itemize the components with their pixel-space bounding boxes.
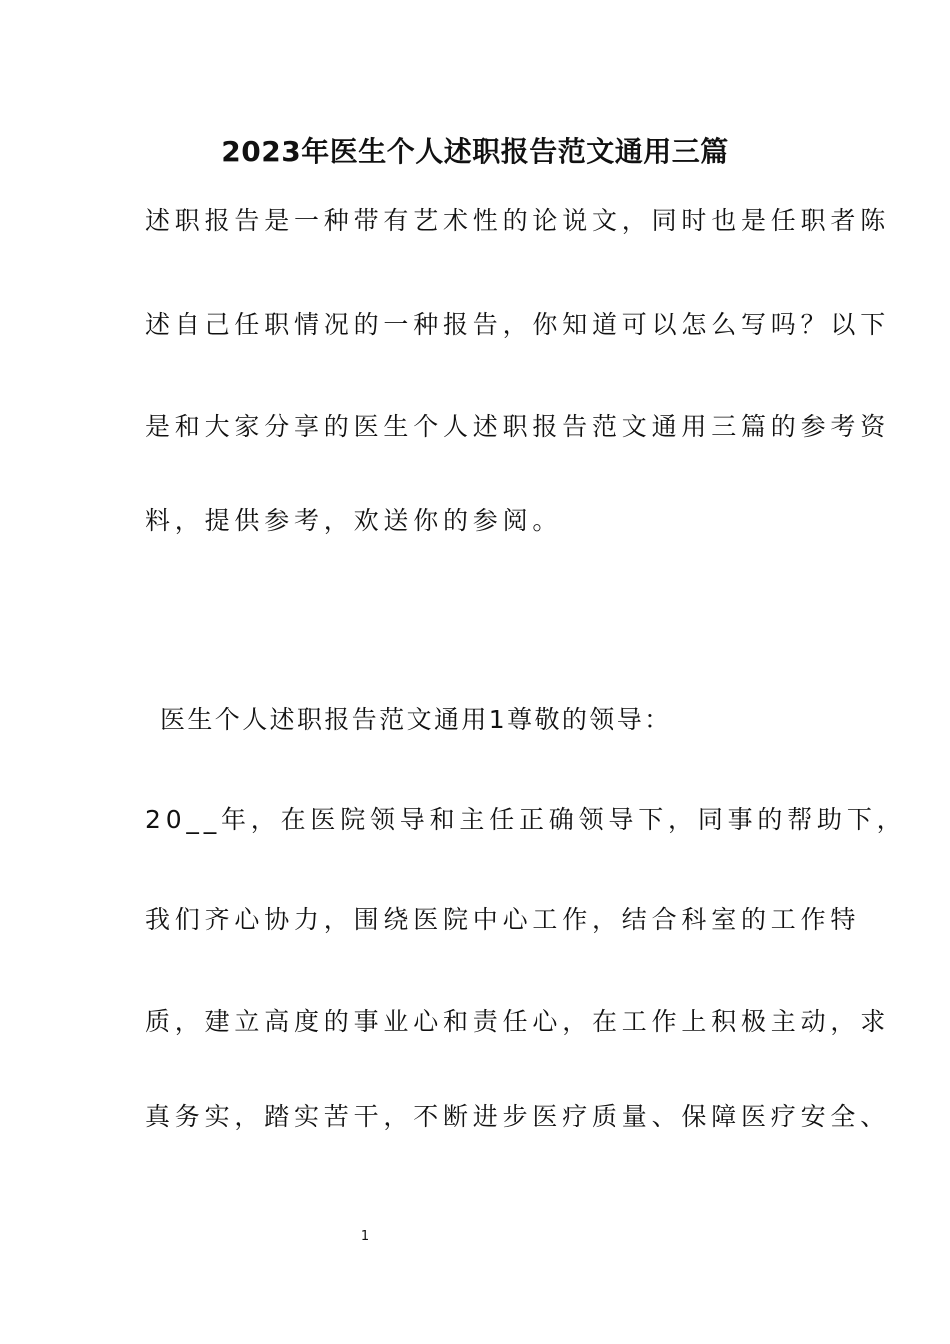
body-line-3: 质，建立高度的事业心和责任心，在工作上积极主动，求 (145, 1007, 891, 1036)
intro-line-4: 料，提供参考，欢送你的参阅。 (145, 506, 563, 535)
body-line-1: 20__年，在医院领导和主任正确领导下，同事的帮助下， (145, 805, 907, 834)
section-heading: 医生个人述职报告范文通用1尊敬的领导： (160, 705, 672, 734)
page-number: 1 (360, 1229, 370, 1244)
body-line-4: 真务实，踏实苦干，不断进步医疗质量、保障医疗安全、 (145, 1102, 891, 1131)
body-line-2: 我们齐心协力，围绕医院中心工作，结合科室的工作特 (145, 905, 861, 934)
intro-line-3: 是和大家分享的医生个人述职报告范文通用三篇的参考资 (145, 412, 891, 441)
intro-line-2: 述自己任职情况的一种报告，你知道可以怎么写吗？以下 (145, 310, 891, 339)
intro-line-1: 述职报告是一种带有艺术性的论说文，同时也是任职者陈 (145, 206, 891, 235)
document-title: 2023年医生个人述职报告范文通用三篇 (221, 135, 729, 168)
